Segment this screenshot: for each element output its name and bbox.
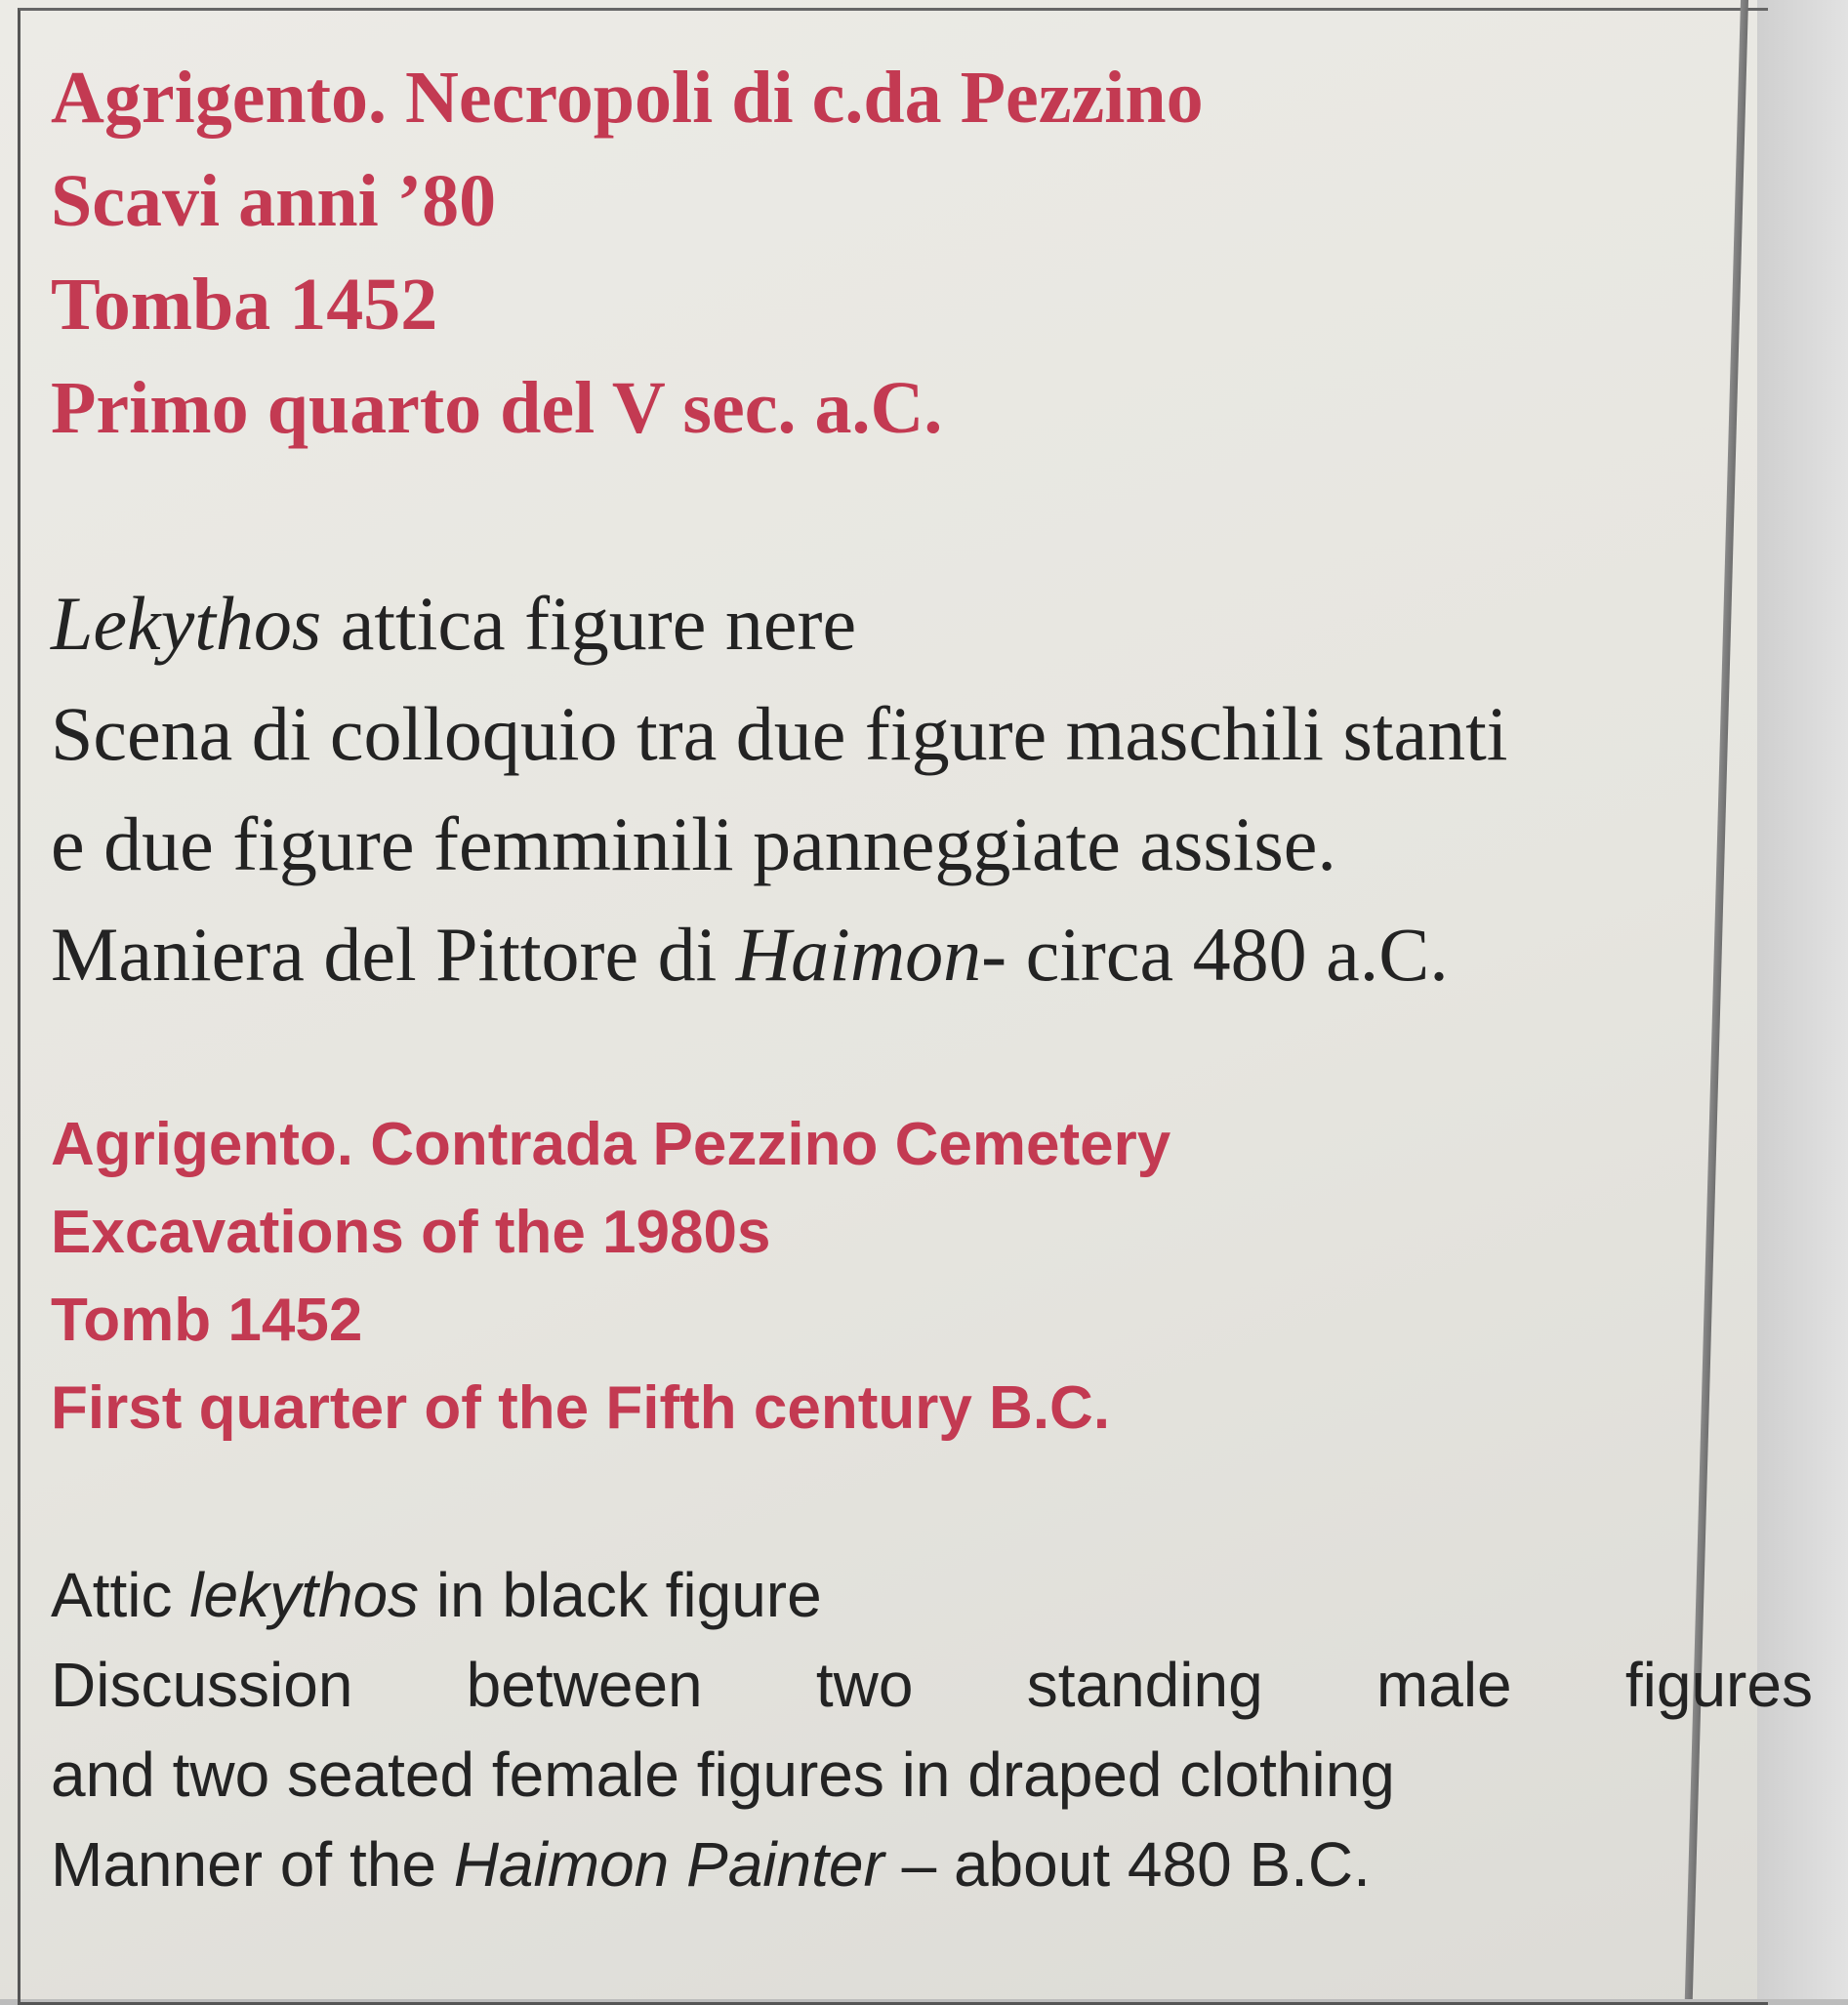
english-heading-tomb: Tomb 1452 [51, 1287, 363, 1354]
italian-object-type: attica figure nere [321, 581, 857, 666]
word: Discussion [51, 1650, 353, 1720]
italian-heading-site: Agrigento. Necropoli di c.da Pezzino [51, 57, 1204, 139]
english-body-scene-1 [51, 1650, 1813, 1720]
italian-heading-excavations: Scavi anni ’80 [51, 160, 497, 242]
italian-object-name: Lekythos [51, 581, 322, 666]
italian-attribution-date: - circa 480 a.C. [981, 912, 1449, 997]
english-object-pre: Attic [51, 1560, 190, 1630]
word: male [1376, 1650, 1512, 1720]
english-body-object [51, 1560, 822, 1630]
word: between [466, 1650, 703, 1720]
english-heading-date: First quarter of the Fifth century B.C. [51, 1374, 1111, 1442]
word: figures [1624, 1650, 1813, 1720]
english-object-post: in black figure [419, 1560, 822, 1630]
italian-body-scene-1: Scena di colloquio tra due figure maschili stanti [51, 691, 1508, 776]
english-heading-site: Agrigento. Contrada Pezzino Cemetery [51, 1111, 1171, 1178]
english-body-scene-2: and two seated female figures in draped clothing [51, 1739, 1395, 1810]
word: standing [1026, 1650, 1263, 1720]
english-painter-name: Haimon Painter [453, 1829, 884, 1900]
english-attribution-pre: Manner of the [51, 1829, 454, 1900]
english-body-attribution [51, 1829, 1371, 1900]
italian-attribution-pre: Maniera del Pittore di [51, 912, 736, 997]
word: two [815, 1650, 914, 1720]
italian-body-scene-2: e due figure femminili panneggiate assise. [51, 801, 1336, 886]
english-object-name: lekythos [189, 1560, 420, 1630]
english-attribution-date: – about 480 B.C. [883, 1829, 1371, 1900]
italian-heading-tomb: Tomba 1452 [51, 264, 438, 346]
italian-body-object [51, 581, 857, 666]
italian-painter-name: Haimon [735, 912, 982, 997]
english-heading-excavations: Excavations of the 1980s [51, 1199, 771, 1266]
italian-heading-date: Primo quarto del V sec. a.C. [51, 367, 943, 449]
italian-body-attribution [51, 912, 1449, 997]
